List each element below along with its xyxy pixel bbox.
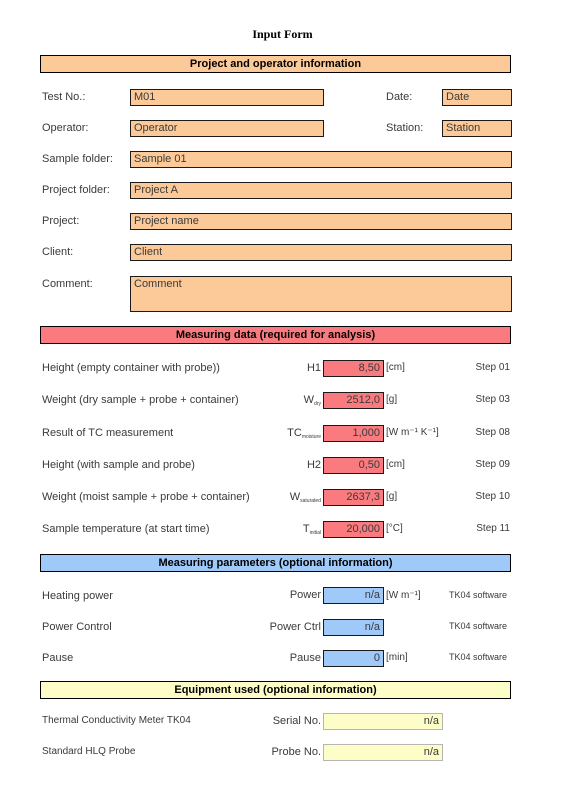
measuring-value-input[interactable]: 2637,3 [323,489,384,506]
measuring-step: Step 03 [475,394,510,405]
section-header-project: Project and operator information [40,55,511,73]
date-field[interactable]: Date [442,89,512,106]
parameter-source: TK04 software [449,621,508,631]
station-field[interactable]: Station [442,120,512,137]
section-header-equipment: Equipment used (optional information) [40,681,511,699]
client-label: Client: [42,246,74,258]
measuring-step: Step 11 [476,523,510,534]
equipment-label: Thermal Conductivity Meter TK04 [42,715,191,726]
serial-no-input[interactable]: n/a [323,713,443,730]
station-label: Station: [386,122,424,134]
measuring-symbol: H2 [306,459,321,471]
parameter-unit: [min] [386,652,408,663]
measuring-unit: [W m⁻¹ K⁻¹] [386,427,439,438]
measuring-symbol: $W_{dry}$ [303,394,321,407]
parameter-value-input[interactable]: 0 [323,650,384,667]
parameter-label: Pause [42,652,74,664]
parameter-label: Power Control [42,621,112,633]
measuring-value-input[interactable]: 0,50 [323,457,384,474]
test-no-field[interactable]: M01 [130,89,324,106]
equipment-field-label: Probe No. [271,746,321,758]
section-header-parameters: Measuring parameters (optional information) [40,554,511,572]
parameter-label: Heating power [42,590,113,602]
parameter-source: TK04 software [449,590,508,600]
test-no-label: Test No.: [42,91,86,103]
measuring-step: Step 01 [475,362,510,373]
comment-label: Comment: [42,278,93,290]
parameter-symbol: Pause [289,652,321,664]
measuring-label: Weight (dry sample + probe + container) [42,394,239,406]
measuring-step: Step 09 [475,459,510,470]
project-field[interactable]: Project name [130,213,512,230]
parameter-source: TK04 software [449,652,508,662]
page-title: Input Form [252,27,313,41]
measuring-unit: [g] [386,394,398,405]
sample-folder-label: Sample folder: [42,153,113,165]
operator-field[interactable]: Operator [130,120,324,137]
measuring-symbol: $TC_{moisture}$ [287,427,321,440]
measuring-step: Step 08 [475,427,510,438]
comment-field[interactable]: Comment [130,276,512,312]
project-folder-label: Project folder: [42,184,110,196]
measuring-value-input[interactable]: 1,000 [323,425,384,442]
measuring-unit: [cm] [386,362,405,373]
measuring-value-input[interactable]: 8,50 [323,360,384,377]
measuring-step: Step 10 [475,491,510,502]
measuring-symbol: H1 [306,362,321,374]
parameter-value-input[interactable]: n/a [323,587,384,604]
measuring-label: Result of TC measurement [42,427,174,439]
parameter-unit: [W m⁻¹] [386,590,421,601]
client-field[interactable]: Client [130,244,512,261]
parameter-symbol: Power Ctrl [269,621,321,633]
measuring-unit: [°C] [386,523,403,534]
equipment-label: Standard HLQ Probe [42,746,136,757]
measuring-label: Height (with sample and probe) [42,459,195,471]
probe-no-input[interactable]: n/a [323,744,443,761]
measuring-unit: [g] [386,491,398,502]
measuring-label: Sample temperature (at start time) [42,523,210,535]
measuring-label: Height (empty container with probe)) [42,362,220,374]
measuring-unit: [cm] [386,459,405,470]
equipment-field-label: Serial No. [272,715,321,727]
measuring-symbol: $T_{initial}$ [302,523,321,536]
sample-folder-field[interactable]: Sample 01 [130,151,512,168]
project-folder-field[interactable]: Project A [130,182,512,199]
parameter-symbol: Power [289,589,321,601]
measuring-symbol: $W_{saturated}$ [289,491,321,504]
measuring-value-input[interactable]: 2512,0 [323,392,384,409]
parameter-value-input[interactable]: n/a [323,619,384,636]
project-label: Project: [42,215,80,227]
section-header-measuring: Measuring data (required for analysis) [40,326,511,344]
measuring-label: Weight (moist sample + probe + container) [42,491,250,503]
operator-label: Operator: [42,122,89,134]
measuring-value-input[interactable]: 20,000 [323,521,384,538]
date-label: Date: [386,91,413,103]
